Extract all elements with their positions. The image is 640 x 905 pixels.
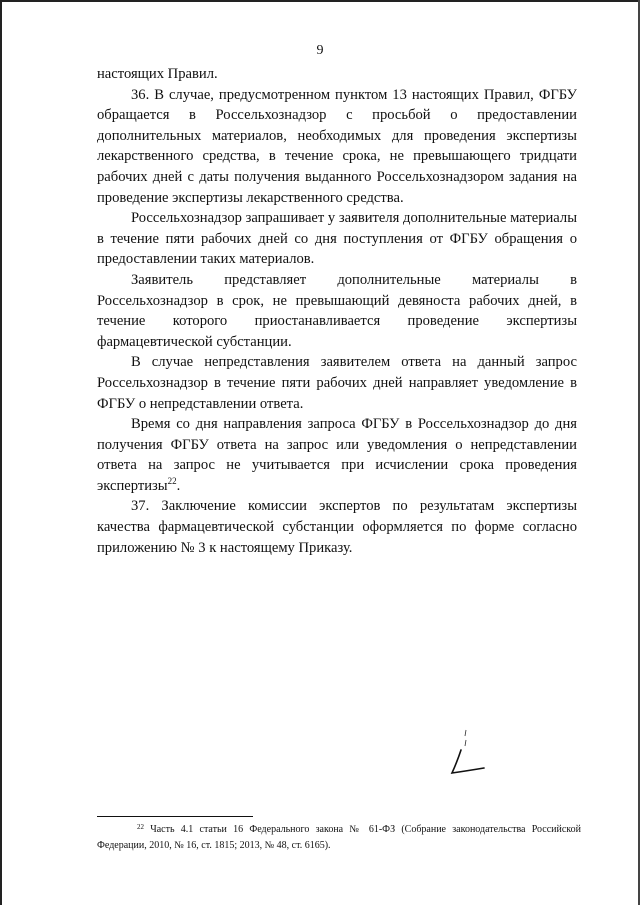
footnote-separator — [97, 816, 253, 817]
paragraph-time-excluded-text: Время со дня направления запроса ФГБУ в Россельхознадзор до дня получения ФГБУ ответа на запрос или уведомления о непредставлении ответа на запрос не учитывается при исчислении срока проведения экспертизы — [97, 416, 577, 494]
footnote-text: Часть 4.1 статьи 16 Федерального закона № 61-ФЗ (Собрание законодательства Российской Федерации, 2010, № 16, ст. 1815; 2013, № 48, ст. 6165). — [97, 824, 581, 851]
footnote-reference: 22 — [167, 475, 177, 486]
footnote-marker: 22 — [137, 823, 144, 831]
scan-edge-top — [0, 0, 640, 2]
page-number: 9 — [316, 43, 324, 58]
signature-mark — [448, 728, 492, 776]
footnote — [97, 822, 581, 853]
paragraph-applicant: Заявитель представляет дополнительные материалы в Россельхознадзор в срок, не превышающий девяноста рабочих дней, в течение которого приостанавливается проведение экспертизы фармацевтической субстанции. — [97, 271, 577, 350]
paragraph-item-37: 37. Заключение комиссии экспертов по результатам экспертизы качества фармацевтической субстанции оформляется по форме согласно приложению № 3 к настоящему Приказу. — [97, 498, 577, 556]
paragraph-request: Россельхознадзор запрашивает у заявителя дополнительные материалы в течение пяти рабочих дней со дня поступления от ФГБУ обращения о предоставлении таких материалов. — [97, 210, 577, 268]
paragraph-time-excluded — [97, 414, 577, 496]
paragraph-continuation: настоящих Правил. — [97, 66, 218, 82]
document-body — [97, 64, 577, 558]
paragraph-item-36: 36. В случае, предусмотренном пунктом 13 настоящих Правил, ФГБУ обращается в Россельхознадзор с просьбой о предоставлении дополнительных материалов, необходимых для проведения экспертизы лекарственного средства, в течение срока, не превышающего тридцати рабочих дней с даты получения выданного Россельхознадзором задания на проведение экспертизы лекарственного средства. — [97, 86, 577, 206]
scan-edge-left — [0, 0, 2, 905]
paragraph-non-submission: В случае непредставления заявителем ответа на данный запрос Россельхознадзор в течение пяти рабочих дней направляет уведомление в ФГБУ о непредставлении ответа. — [97, 354, 577, 412]
paragraph-time-excluded-end: . — [176, 477, 181, 494]
